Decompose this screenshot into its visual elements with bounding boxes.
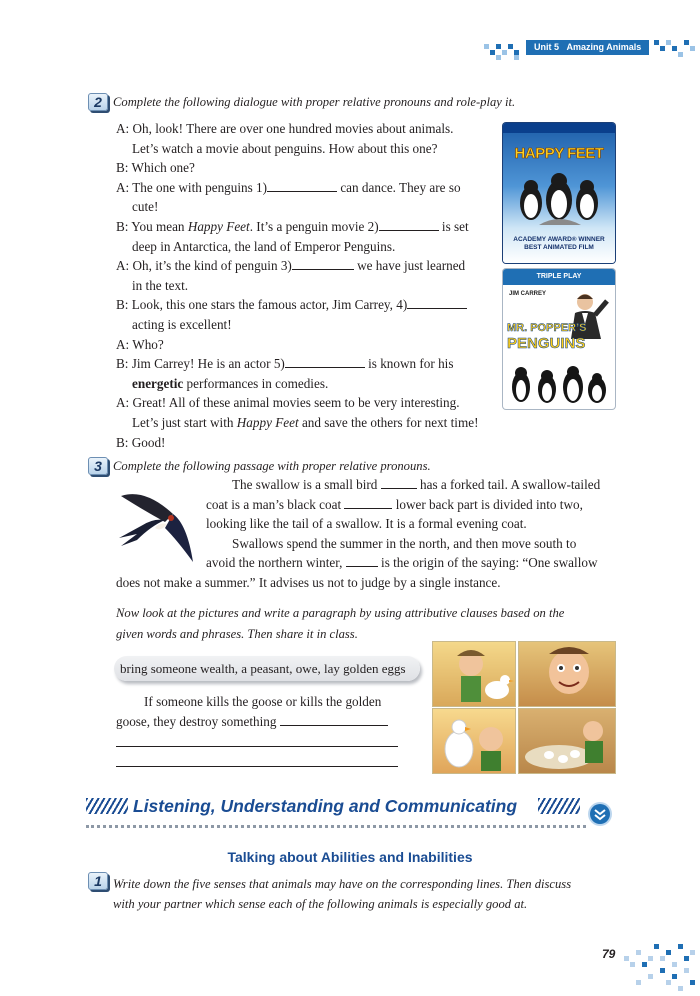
- blank-4[interactable]: [407, 296, 467, 309]
- dialogue-line: B: Jim Carrey! He is an actor 5) is known for his: [116, 356, 454, 372]
- header-tag: [526, 40, 649, 55]
- given-words: bring someone wealth, a peasant, owe, lay golden eggs: [120, 661, 406, 676]
- dialogue-line: A: Oh, it’s the kind of penguin 3) we have just learned: [116, 258, 466, 274]
- given-words-box: [114, 656, 420, 681]
- happy-feet-poster: [503, 123, 615, 263]
- dialogue-line: energetic performances in comedies.: [132, 375, 329, 391]
- exercise-3-number: 3: [88, 457, 108, 475]
- exercise-1-instruction: Write down the five senses that animals may have on the corresponding lines. Then discuss with your partner which sense each of the following animals is especially good at.: [113, 877, 572, 911]
- comic-panel-peasant: [432, 641, 516, 707]
- unit-label: Unit 5: [534, 42, 560, 52]
- comic-panel-eggs: [518, 708, 616, 774]
- swallow-paragraph-1: The swallow is a small bird has a forked tail. A swallow-tailed coat is a man’s black coat lower back part is divided into two, looking like the tail of a swallow. It is a formal evening coat. Swallows spend the summer in the north, and then move south to avoid the northern winter, is the origin of the saying: “One swallow: [206, 477, 601, 571]
- dialogue-line: A: The one with penguins 1) can dance. They are so: [116, 179, 461, 195]
- exercise-3-instruction: Complete the following passage with proper relative pronouns.: [113, 459, 431, 473]
- dialogue-line: cute!: [132, 199, 159, 215]
- task-instruction: Now look at the pictures and write a paragraph by using attributive clauses based on the given words and phrases. Then share it in class.: [116, 606, 565, 641]
- writing-line-1[interactable]: [280, 713, 388, 726]
- dialogue-line: Let’s just start with Happy Feet and save the others for next time!: [132, 414, 479, 430]
- blank-3[interactable]: [292, 257, 354, 270]
- chevron-down-icon: [590, 804, 610, 824]
- penguins-icon: [507, 357, 611, 407]
- section-dotted-rule: [86, 825, 586, 828]
- dialogue-line: B: Good!: [116, 434, 166, 450]
- exercise-2-number: 2: [88, 93, 108, 111]
- header-pattern-right: [654, 40, 700, 60]
- blank-2[interactable]: [379, 218, 439, 231]
- poster-title: HAPPY FEET: [514, 145, 604, 162]
- poster-banner: TRIPLE PLAY: [503, 269, 615, 285]
- dialogue-line: A: Oh, look! There are over one hundred movies about animals.: [116, 121, 454, 136]
- dialogue-line: deep in Antarctica, the land of Emperor Penguins.: [132, 238, 396, 254]
- comic-panel-man: [518, 641, 616, 707]
- unit-title: Amazing Animals: [566, 42, 642, 52]
- writing-start: If someone kills the goose or kills the golden goose, they destroy something: [116, 692, 388, 731]
- dialogue-line: A: Who?: [116, 336, 164, 352]
- poster-title: MR. POPPER’S PENGUINS: [507, 322, 587, 352]
- blank-swallow-1[interactable]: [381, 476, 417, 489]
- dialogue-line: B: You mean Happy Feet. It’s a penguin movie 2) is set: [116, 218, 469, 234]
- dialogue-line: B: Look, this one stars the famous actor, Jim Carrey, 4): [116, 295, 496, 315]
- blank-swallow-3[interactable]: [346, 554, 378, 567]
- section-stripes-left: [86, 798, 128, 814]
- swallow-illustration: [115, 484, 197, 568]
- comic-panel-goose: [432, 708, 516, 774]
- subsection-title: Talking about Abilities and Inabilities: [227, 849, 473, 865]
- page-number: 79: [602, 947, 616, 961]
- blank-1[interactable]: [267, 179, 337, 192]
- penguins-icon: [509, 167, 609, 229]
- blank-5[interactable]: [285, 355, 365, 368]
- dialogue-line: in the text.: [132, 277, 189, 293]
- mr-poppers-penguins-poster: [503, 269, 615, 409]
- dialogue: [116, 119, 496, 452]
- swallow-paragraph-2: does not make a summer.” It advises us not to judge by a single instance.: [116, 575, 501, 590]
- header-pattern-left: [484, 44, 524, 60]
- dialogue-line: B: Which one?: [116, 160, 195, 176]
- writing-line-2[interactable]: [116, 746, 398, 747]
- poster-actor: JIM CARREY: [509, 291, 547, 297]
- dialogue-line: Let’s watch a movie about penguins. How about this one?: [132, 140, 438, 156]
- blank-swallow-2[interactable]: [344, 496, 392, 509]
- poster-award: ACADEMY AWARD® WINNER BEST ANIMATED FILM: [513, 236, 605, 251]
- exercise-2-instruction: Complete the following dialogue with proper relative pronouns and role-play it.: [113, 95, 516, 109]
- dialogue-line: acting is excellent!: [132, 316, 232, 332]
- dialogue-line: A: Great! All of these animal movies seem to be very interesting.: [116, 395, 460, 411]
- exercise-1-number: 1: [88, 872, 108, 890]
- section-title: Listening, Understanding and Communicating: [133, 796, 518, 816]
- footer-pattern: [620, 940, 700, 996]
- writing-line-3[interactable]: [116, 766, 398, 767]
- section-stripes-right: [538, 798, 580, 814]
